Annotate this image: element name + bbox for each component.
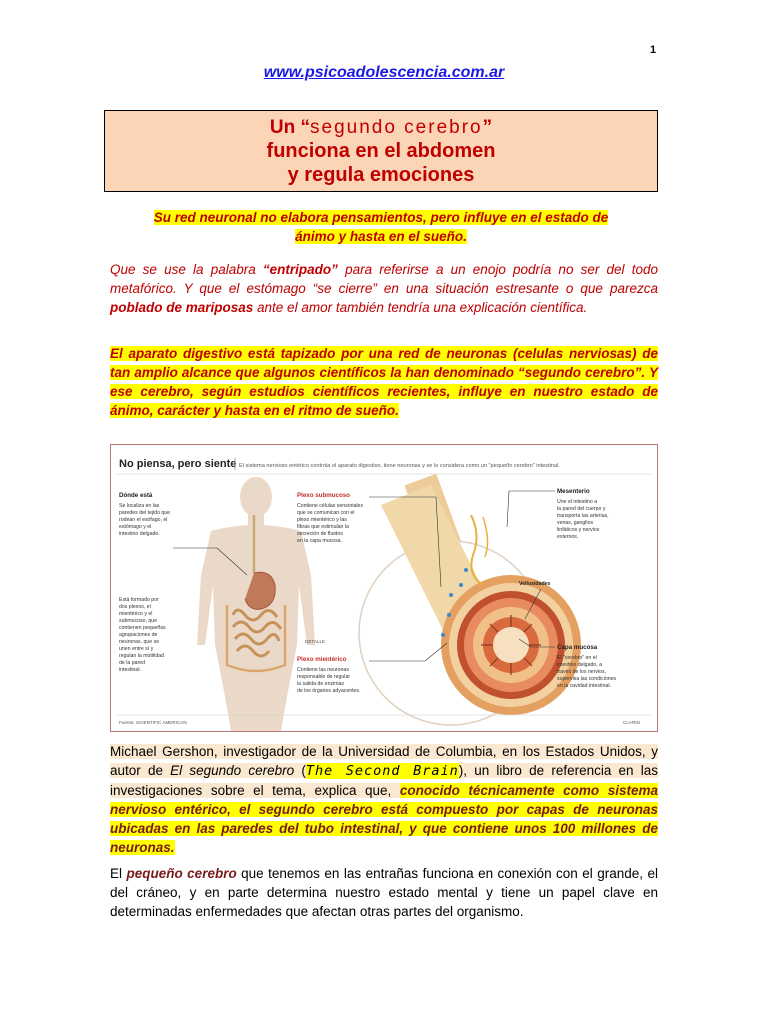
- capa-line-3: supervisa las condiciones: [557, 676, 617, 682]
- mienterico-line-0: Contiene las neuronas: [297, 667, 349, 673]
- donde-line-1: paredes del tejido que: [119, 510, 171, 516]
- title-box: [104, 110, 658, 192]
- vellosidades-label: Vellosidades: [519, 581, 551, 587]
- title-quote-close: ”: [482, 117, 493, 138]
- mesenterio-line-4: linfáticos y nervios: [557, 527, 600, 533]
- donde-line-0: Se localiza en las: [119, 503, 160, 509]
- formado-line-10: intestinal.: [119, 667, 141, 673]
- formado-line-5: agrupaciones de: [119, 632, 158, 638]
- title-line-1: [105, 117, 657, 139]
- paragraph-2: [110, 344, 658, 420]
- title-line-3: y regula emociones: [287, 164, 475, 186]
- formado-line-1: dos plexos, el: [119, 604, 151, 610]
- infographic: [110, 444, 658, 732]
- submucoso-line-3: fibras que estimulan la: [297, 524, 349, 530]
- donde-line-4: intestino delgado.: [119, 531, 160, 537]
- fig-source: Fuente: SCIENTIFIC AMERICAN: [119, 720, 187, 725]
- p3-english-title: The Second Brain: [305, 763, 459, 779]
- formado-line-2: mientérico y el: [119, 611, 153, 617]
- p3-book-title: El segundo cerebro: [170, 763, 295, 778]
- p3-quote: conocido técnicamente como sistema nervioso entérico, el segundo cerebro está compuesto por capas de neuronas ubicadas en las paredes del tubo intestinal, y que contiene unos 100 millones de neuronas.: [110, 783, 658, 855]
- p4-text-c: que tenemos en las entrañas funciona en conexión con el grande, el del cráneo, y en parte determina nuestro estado mental y tiene un papel clave en determinadas enfermedades que afectan otras partes del organismo.: [110, 866, 658, 919]
- submucoso-line-2: plexo mientérico y las: [297, 517, 347, 523]
- formado-line-3: submucoso, que: [119, 618, 158, 624]
- p4-text-a: El: [110, 866, 127, 881]
- paragraph-3: [110, 742, 658, 857]
- mesenterio-line-2: transporta las arterias,: [557, 513, 609, 519]
- formado-line-4: contienen pequeñas: [119, 625, 166, 631]
- detalle-label: DETALLE: [305, 639, 326, 644]
- title-line-2: funciona en el abdomen: [266, 140, 496, 162]
- mesenterio-line-0: Une el intestino a: [557, 499, 598, 505]
- capa-line-0: El “cerebro” en el: [557, 655, 597, 661]
- formado-line-0: Está formado por: [119, 597, 159, 603]
- mienterico-line-2: la salida de enzimas: [297, 681, 345, 687]
- mienterico-title: Plexo mientérico: [297, 656, 347, 663]
- intestine-detail: [359, 474, 581, 725]
- capa-title: Capa mucosa: [557, 644, 598, 651]
- formado-line-7: unen entre sí y: [119, 646, 154, 652]
- mesenterio-line-1: la pared del cuerpo y: [557, 506, 606, 512]
- mesenterio-line-3: venas, ganglios: [557, 520, 594, 526]
- mesenterio-title: Mesenterio: [557, 488, 590, 495]
- formado-line-6: neuronas, que se: [119, 639, 160, 645]
- capa-line-1: intestino delgado, a: [557, 662, 602, 668]
- p1-text-c: para referirse a un enojo podría no ser del todo metafórico. Y que el estómago “se cierre” en una situación estresante o que parezca: [110, 262, 658, 296]
- donde-line-2: rodean el esófago, el: [119, 517, 168, 523]
- fig-credit: CLARIN: [623, 720, 640, 725]
- lead-paragraph: [104, 208, 658, 246]
- lead-line-2: ánimo y hasta en el sueño.: [295, 229, 467, 244]
- p1-text-a: Que se use la palabra: [110, 262, 263, 277]
- site-link[interactable]: www.psicoadolescencia.com.ar: [263, 64, 505, 81]
- title-un: Un: [269, 117, 296, 138]
- lead-line-1: Su red neuronal no elabora pensamientos, pero influye en el estado de: [153, 210, 609, 225]
- p3-paren-open: (: [294, 763, 306, 778]
- p3-text-e: ), un libro de referencia en las investigaciones sobre el tema, explica que,: [110, 763, 659, 798]
- donde-title: Dónde está: [119, 492, 153, 499]
- formado-line-8: regulan la motilidad: [119, 653, 164, 659]
- submucoso-line-4: secreción de fluidos: [297, 531, 343, 537]
- p1-mariposas: poblado de mariposas: [110, 300, 254, 315]
- submucoso-line-0: Contiene células sensoriales: [297, 503, 364, 509]
- p2-text: El aparato digestivo está tapizado por una red de neuronas (celulas nerviosas) de tan amplio alcance que algunos científicos la han denominado “segundo cerebro”. Y ese cerebro, según estudios científicos recientes, influye en nuestro estado de ánimo, carácter y hasta en el ritmo de sueño.: [110, 346, 658, 418]
- p4-pequeno-cerebro: pequeño cerebro: [126, 866, 237, 881]
- submucoso-line-1: que se comunican con el: [297, 510, 355, 516]
- mienterico-line-3: de los órganos adyacentes.: [297, 688, 361, 694]
- fig-title: No piensa, pero siente: [119, 458, 237, 470]
- paragraph-1: [110, 260, 658, 317]
- submucoso-title: Plexo submucoso: [297, 492, 350, 499]
- capa-line-4: en la cavidad intestinal.: [557, 683, 611, 689]
- p1-text-e: ante el amor también tendría una explicación científica.: [253, 300, 588, 315]
- capa-line-2: través de los nervios,: [557, 669, 607, 675]
- donde-line-3: estómago y el: [119, 524, 152, 530]
- mienterico-line-1: responsable de regular: [297, 674, 351, 680]
- p3-text-a: Michael Gershon, investigador de la Universidad de Columbia, en los Estados Unidos, y autor de: [110, 744, 658, 778]
- mesenterio-line-5: externos.: [557, 534, 579, 540]
- submucoso-line-5: en la capa mucosa.: [297, 538, 342, 544]
- formado-line-9: de la pared: [119, 660, 145, 666]
- fig-subtitle: El sistema nervioso entérico controla el aparato digestivo, tiene neuronas y se lo considera como un “pequeño cerebro” intestinal.: [239, 463, 560, 469]
- p1-entripado: “entripado”: [262, 262, 338, 277]
- title-segundo-cerebro: segundo cerebro: [310, 117, 483, 138]
- page-number: 1: [650, 44, 657, 56]
- infographic-svg: [111, 445, 657, 731]
- title-quote-open: “: [295, 117, 310, 138]
- paragraph-4: [110, 864, 658, 921]
